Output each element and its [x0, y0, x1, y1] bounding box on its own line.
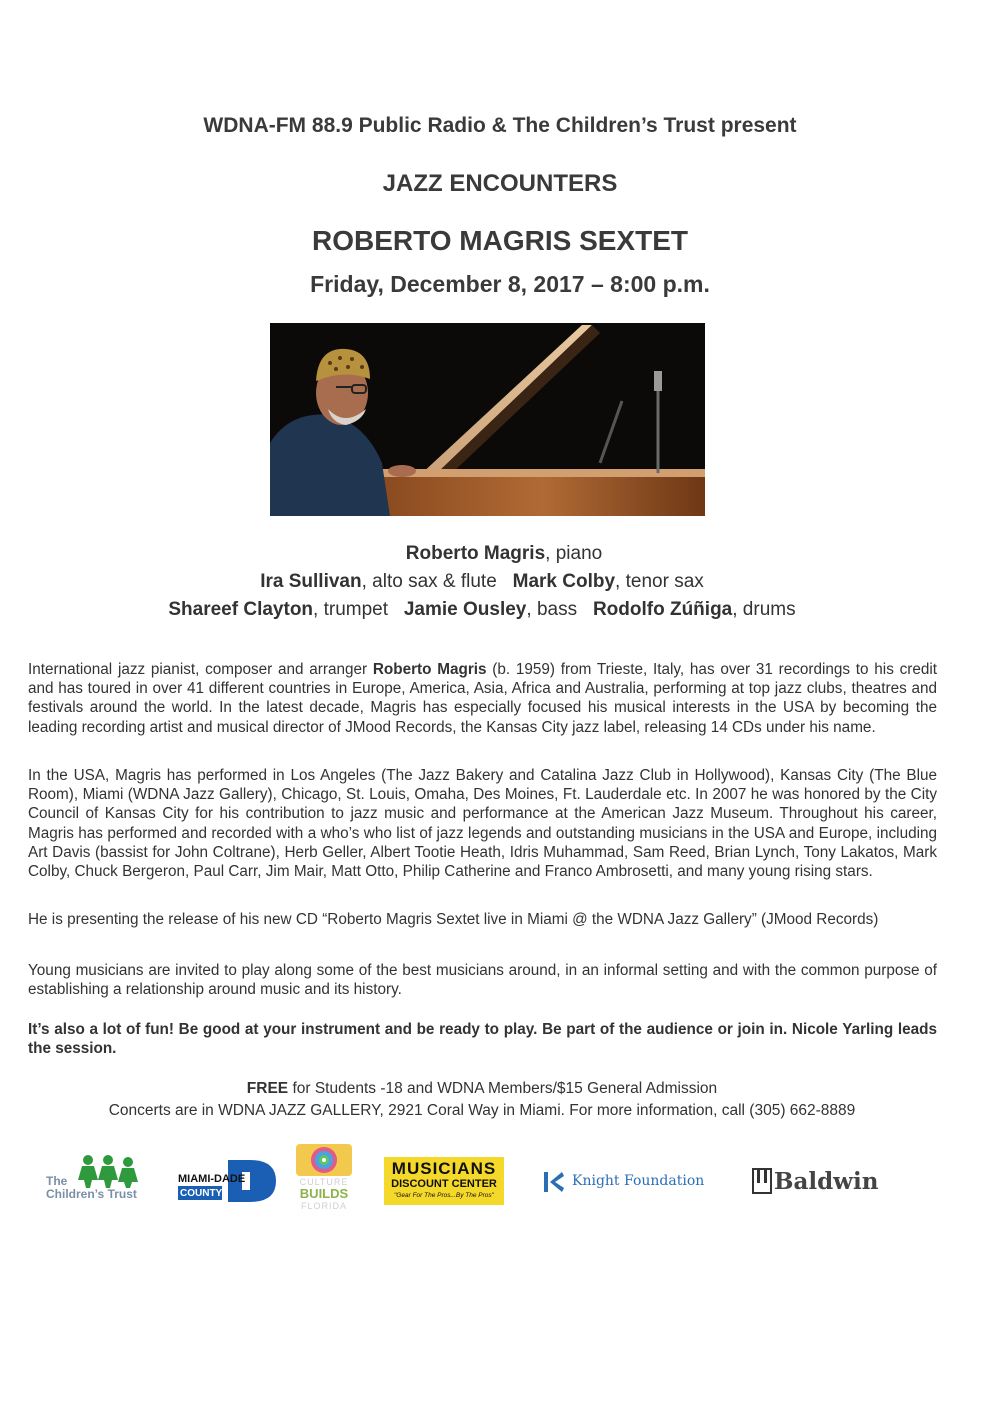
- culture-text-2: BUILDS: [299, 1186, 349, 1201]
- musician-role: , bass: [526, 599, 578, 620]
- knight-foundation-logo: [542, 1170, 712, 1194]
- musicians-text-2: DISCOUNT CENTER: [391, 1178, 497, 1190]
- event-date: Friday, December 8, 2017 – 8:00 p.m.: [310, 271, 710, 297]
- childrens-trust-text-1: The: [46, 1174, 68, 1188]
- musicians-discount-center-logo: [384, 1157, 504, 1205]
- culture-builds-florida-logo: [292, 1144, 356, 1212]
- bio-text: International jazz pianist, composer and arranger: [28, 661, 373, 678]
- presenter-line: WDNA-FM 88.9 Public Radio & The Children’s Trust present: [203, 114, 797, 137]
- knight-text: Knight Foundation: [572, 1173, 705, 1189]
- musician-role: , tenor sax: [615, 571, 704, 592]
- bio-paragraph-2: In the USA, Magris has performed in Los Angeles (The Jazz Bakery and Catalina Jazz Club in Hollywood), Kansas City (The Blue Room), Miami (WDNA Jazz Gallery), Chicago, St. Louis, Omaha, Des Moines, Ft. Lauderdale etc. In 2007 he was honored by the City Council of Kansas City for his contribution to jazz music and performance at the American Jazz Museum. Throughout his career, Magris has performed and recorded with a who’s who list of jazz legends and outstanding musicians in the USA and Europe, including Art Davis (bassist for John Coltrane), Herb Geller, Albert Tootie Heath, Idris Muhammad, Sam Reed, Brian Lynch, Tony Lakatos, Mark Colby, Chuck Bergeron, Paul Carr, Jim Mair, Matt Otto, Philip Catherine and Franco Ambrosetti, and many young rising stars.: [28, 767, 937, 881]
- baldwin-text: Baldwin: [774, 1168, 879, 1195]
- childrens-trust-logo: [46, 1154, 142, 1202]
- miami-dade-county-logo: [176, 1158, 276, 1204]
- musician-name: Ira Sullivan: [260, 571, 362, 592]
- cd-release-paragraph: He is presenting the release of his new CD “Roberto Magris Sextet live in Miami @ the WDNA Jazz Gallery” (JMood Records): [28, 911, 879, 928]
- admission-line: [0, 1080, 982, 1098]
- admission-text: for Students -18 and WDNA Members/$15 General Admission: [288, 1080, 718, 1097]
- bio-artist-name: Roberto Magris: [372, 661, 487, 678]
- musician-name: Rodolfo Zúñiga: [592, 599, 733, 620]
- musicians-text-1: MUSICIANS: [391, 1159, 497, 1178]
- pianist-photo-illustration: [270, 323, 705, 516]
- band-title: ROBERTO MAGRIS SEXTET: [312, 225, 688, 256]
- musician-name: Roberto Magris: [405, 543, 546, 564]
- baldwin-logo: [752, 1168, 882, 1198]
- bio-text: (b. 1959) from Trieste, Italy, has over 31 recordings to his credit and has toured in over 41 different countries in Europe, America, Asia, Africa and Australia, performing at top jazz clubs, theatres and festivals around the world. In the latest decade, Magris has especially focused his musical interests in the USA by becoming the leading recording artist and musical director of JMood Records, the Kansas City jazz label, releasing 14 CDs under his name.: [28, 661, 937, 736]
- invitation-paragraph: Young musicians are invited to play along some of the best musicians around, in an informal setting and with the common purpose of establishing a relationship around music and its history.: [28, 962, 937, 999]
- miami-dade-text-2: COUNTY: [180, 1188, 223, 1199]
- childrens-trust-text-2: Children’s Trust: [46, 1187, 137, 1201]
- fun-paragraph: It’s also a lot of fun! Be good at your instrument and be ready to play. Be part of the audience or join in. Nicole Yarling leads the session.: [28, 1021, 937, 1058]
- culture-spiral-icon: [292, 1144, 356, 1176]
- venue-line: Concerts are in WDNA JAZZ GALLERY, 2921 Coral Way in Miami. For more information, call (305) 662-8889: [108, 1102, 856, 1119]
- knight-k-icon: [542, 1171, 566, 1193]
- musicians-text-3: "Gear For The Pros...By The Pros": [394, 1192, 494, 1199]
- musician-role: , trumpet: [313, 599, 389, 620]
- free-label: FREE: [246, 1080, 289, 1097]
- lineup-row-2: [0, 571, 982, 593]
- piano-keys-icon: [752, 1168, 772, 1194]
- bio-paragraph-1: [28, 660, 937, 737]
- musician-role: , alto sax & flute: [361, 571, 497, 592]
- culture-text-3: FLORIDA: [300, 1201, 347, 1211]
- musician-name: Shareef Clayton: [168, 599, 314, 620]
- lineup-row-3: [0, 599, 982, 621]
- pianist-photo: [270, 323, 705, 516]
- musician-name: Jamie Ousley: [403, 599, 527, 620]
- lineup-row-1: [4, 543, 1000, 565]
- musician-name: Mark Colby: [512, 571, 616, 592]
- culture-text-1: CULTURE: [299, 1177, 349, 1187]
- musician-role: , piano: [545, 543, 603, 564]
- series-title: JAZZ ENCOUNTERS: [382, 170, 618, 197]
- musician-role: , drums: [732, 599, 796, 620]
- miami-dade-text-1: MIAMI-DADE: [178, 1173, 246, 1185]
